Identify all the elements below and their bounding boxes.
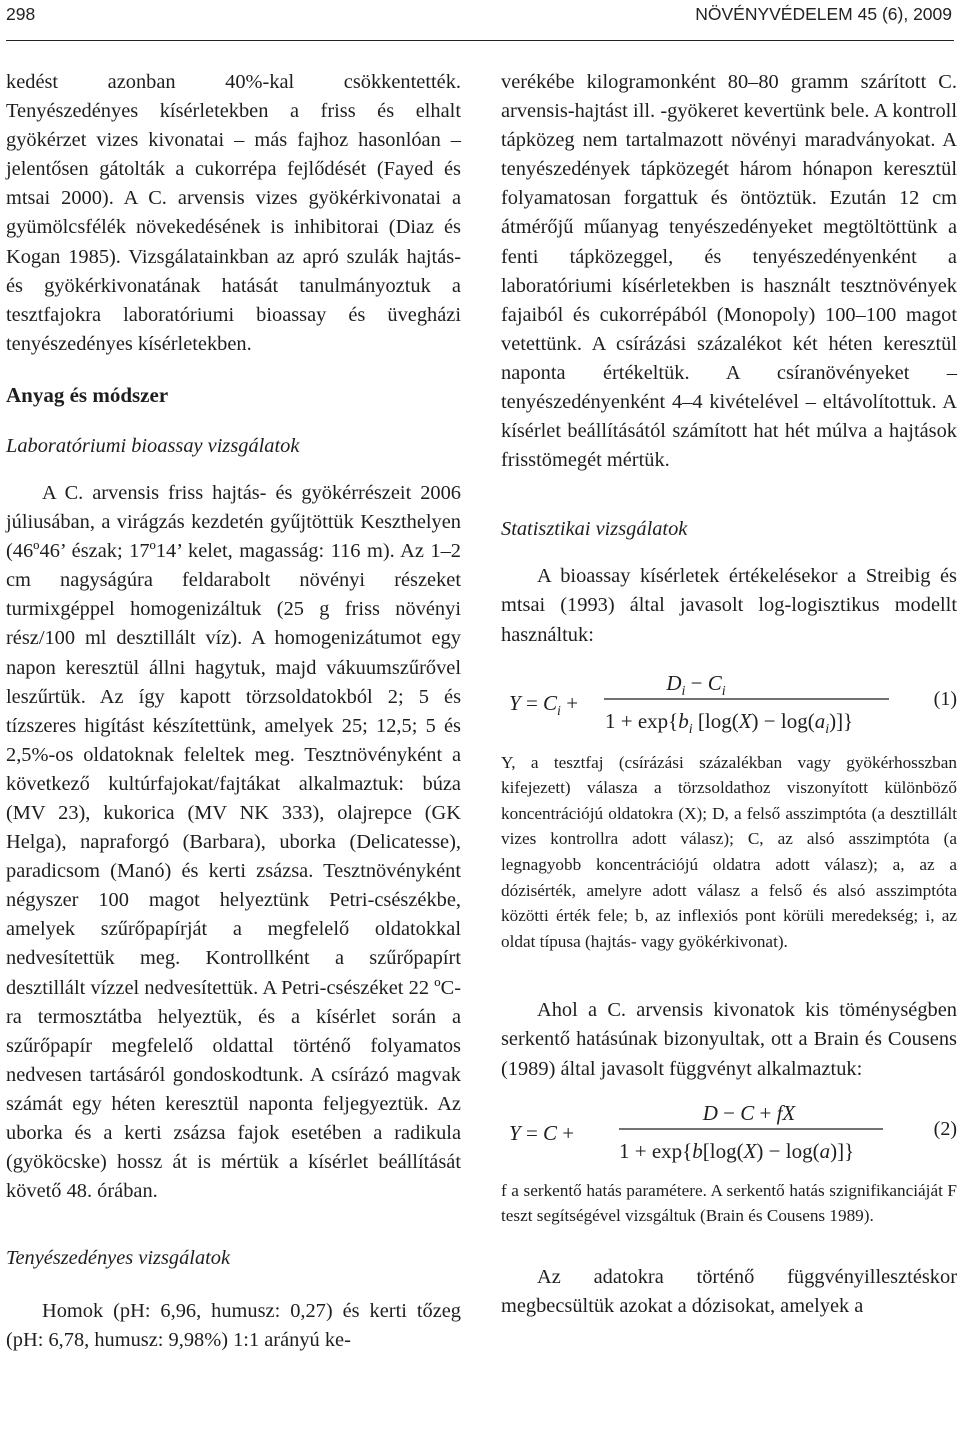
left-paragraph-3: Homok (pH: 6,96, humusz: 0,27) és kerti tőzeg (pH: 6,78, humusz: 9,98%) 1:1 arányú ke- — [6, 1300, 461, 1352]
left-paragraph-1: kedést azonban 40%-kal csökkentették. Tenyészedényes kísérletekben a friss és elhalt gyökérzet vizes kivonatai – más fajhoz hasonlóan – jelentősen gátolták a cukorrépa fejlődését (Fayed és mtsai 2000). A C. arvensis vizes gyökérkivonatai a gyümölcsfélék növekedésének is inhibitorai (Diaz és Kogan 1985). Vizsgálatainkban az apró szulák hajtás- és gyökérkivonatának hatását tanulmányoztuk a tesztfajokra laboratóriumi bioassay és üvegházi tenyészedényes kísérletekben. — [6, 71, 461, 355]
left-paragraph-2: A C. arvensis friss hajtás- és gyökérrészeit 2006 júliusában, a virágzás kezdetén gyűjtöttük Keszthelyen (46º46’ észak; 17º14’ kelet, magasság: 116 m). Az 1–2 cm nagyságúra feldarabolt növényi részeket turmixgéppel homogenizáltuk (25 g friss növényi rész/100 ml desztillált víz). A homogenizátumot egy napon keresztül állni hagytuk, majd vákuumszűrővel leszűrtük. Az így kapott törzsoldatokból 2; 5 és tízszeres higítást készítettünk, amelyek 25; 12,5; 5 és 2,5%-os oldatoknak feleltek meg. Tesztnövényként a következő kultúrfajokat/fajtákat alkalmaztuk: búza (MV 23), kukorica (MV NK 333), olajrepce (GK Helga), napraforgó (Barbara), uborka (Delicatesse), paradicsom (Manó) és kerti zsázsa. Tesztnövényként négyszer 100 magot helyeztünk Petri-csészékbe, amelyek szűrőpapírját a megfelelő oldatokkal nedvesítettük meg. Kontrollként a szűrőpapírt desztillált vízzel nedvesítettük. A Petri-csészéket 22 ºC-ra termosztátba helyeztük, és a kísérlet során a szűrőpapír megfelelő oldattal történő folyamatos nedvesen tartásáról gondoskodtunk. A csírázó magvak számát egy héten keresztül naponta feljegyeztük. Az uborka és a kerti zsázsa fajok esetében a radikula (gyököcske) hossz át is mértük a kísérlet beállítását követő 48. órában. — [6, 481, 461, 1203]
svg-text:1 + exp{b[log(X) − log(a)]}: 1 + exp{b[log(X) − log(a)]} — [619, 1138, 855, 1163]
equation-2-number: (2) — [933, 1117, 957, 1140]
subsection-heading-lab: Laboratóriumi bioassay vizsgálatok — [6, 434, 300, 457]
svg-text:Di − Ci: $D_i - C_i$ — [666, 670, 726, 699]
left-column — [6, 68, 461, 1355]
svg-text:Y = C +: Y = C + — [509, 1120, 575, 1145]
equation-2 — [501, 1096, 957, 1168]
subsection-heading-stat: Statisztikai vizsgálatok — [501, 518, 688, 541]
svg-text:1 + exp{bi [log(X) − log(ai)]}: $1 + \exp\{b_i$ $[\log(X) - \log(a_i)]$} — [605, 708, 854, 737]
right-paragraph-5: f a serkentő hatás paramétere. A serkentő hatás szignifikanciáját F teszt segítségével vizsgáltuk (Brain és Cousens 1989). — [501, 1180, 957, 1226]
journal-running-head: NÖVÉNYVÉDELEM 45 (6), 2009 — [695, 4, 952, 24]
equation-1-formula — [501, 666, 901, 738]
equation-1 — [501, 666, 957, 738]
right-paragraph-variables: Y, a tesztfaj (csírázási százalékban vagy gyökérhosszban kifejezett) válasza a törzsoldathoz viszonyított különböző koncentrációjú oldatokra (X); D, a felső asszimptóta (a desztillált vizes kontrollra adott válasz); C, az alsó asszimptóta (a legnagyobb koncentrációjú oldatra adott válasz); a, az a dózisérték, amelyre adott válasz a felső és alsó asszimptóta közötti érték fele; b, az inflexiós pont körüli meredekség; i, az oldat típusa (hajtás- vagy gyökérkivonat). — [501, 752, 957, 951]
right-paragraph-4: Ahol a C. arvensis kivonatok kis töménységben serkentő hatásúnak bizonyultak, ott a Brain és Cousens (1989) által javasolt függvényt alkalmaztuk: — [501, 999, 957, 1080]
svg-text:D − C + fX: D − C + fX — [702, 1100, 796, 1125]
page-number: 298 — [6, 4, 36, 24]
subsection-heading-pot: Tenyészedényes vizsgálatok — [6, 1247, 231, 1270]
right-paragraph-6: Az adatokra történő függvényillesztéskor megbecsültük azokat a dózisokat, amelyek a — [501, 1265, 957, 1317]
right-column — [501, 68, 957, 1321]
right-paragraph-1: verékébe kilogramonként 80–80 gramm szárított C. arvensis-hajtást ill. -gyökeret kevertünk bele. A kontroll tápközeg nem tartalmazott növényi maradványokat. A tenyészedények tápközegét három hónapon keresztül folyamatosan forgattuk és öntöztük. Ezután 12 cm átmérőjű műanyag tenyészedényeket megtöltöttünk a fenti tápközeggel, és tenyészedényenként a laboratóriumi kísérletekben is használt tesztnövények fajaiból és cukorrépából (Monopoly) 100–100 magot vetettünk. A csírázási százalékot két héten keresztül naponta értékeltük. A csíranövényeket – tenyészedényenként 4–4 kivételével – eltávolítottuk. A kísérlet beállításától számított hat hét múlva a hajtások frisstömegét mértük. — [501, 71, 957, 472]
svg-text:Y = Ci +: $Y = C_i$ + — [509, 690, 579, 719]
equation-1-number: (1) — [933, 687, 957, 710]
section-heading-methods: Anyag és módszer — [6, 382, 169, 407]
header-rule — [6, 40, 954, 41]
equation-2-formula — [501, 1096, 901, 1168]
right-paragraph-2: A bioassay kísérletek értékelésekor a Streibig és mtsai (1993) által javasolt log-logisztikus modellt használtuk: — [501, 565, 957, 646]
